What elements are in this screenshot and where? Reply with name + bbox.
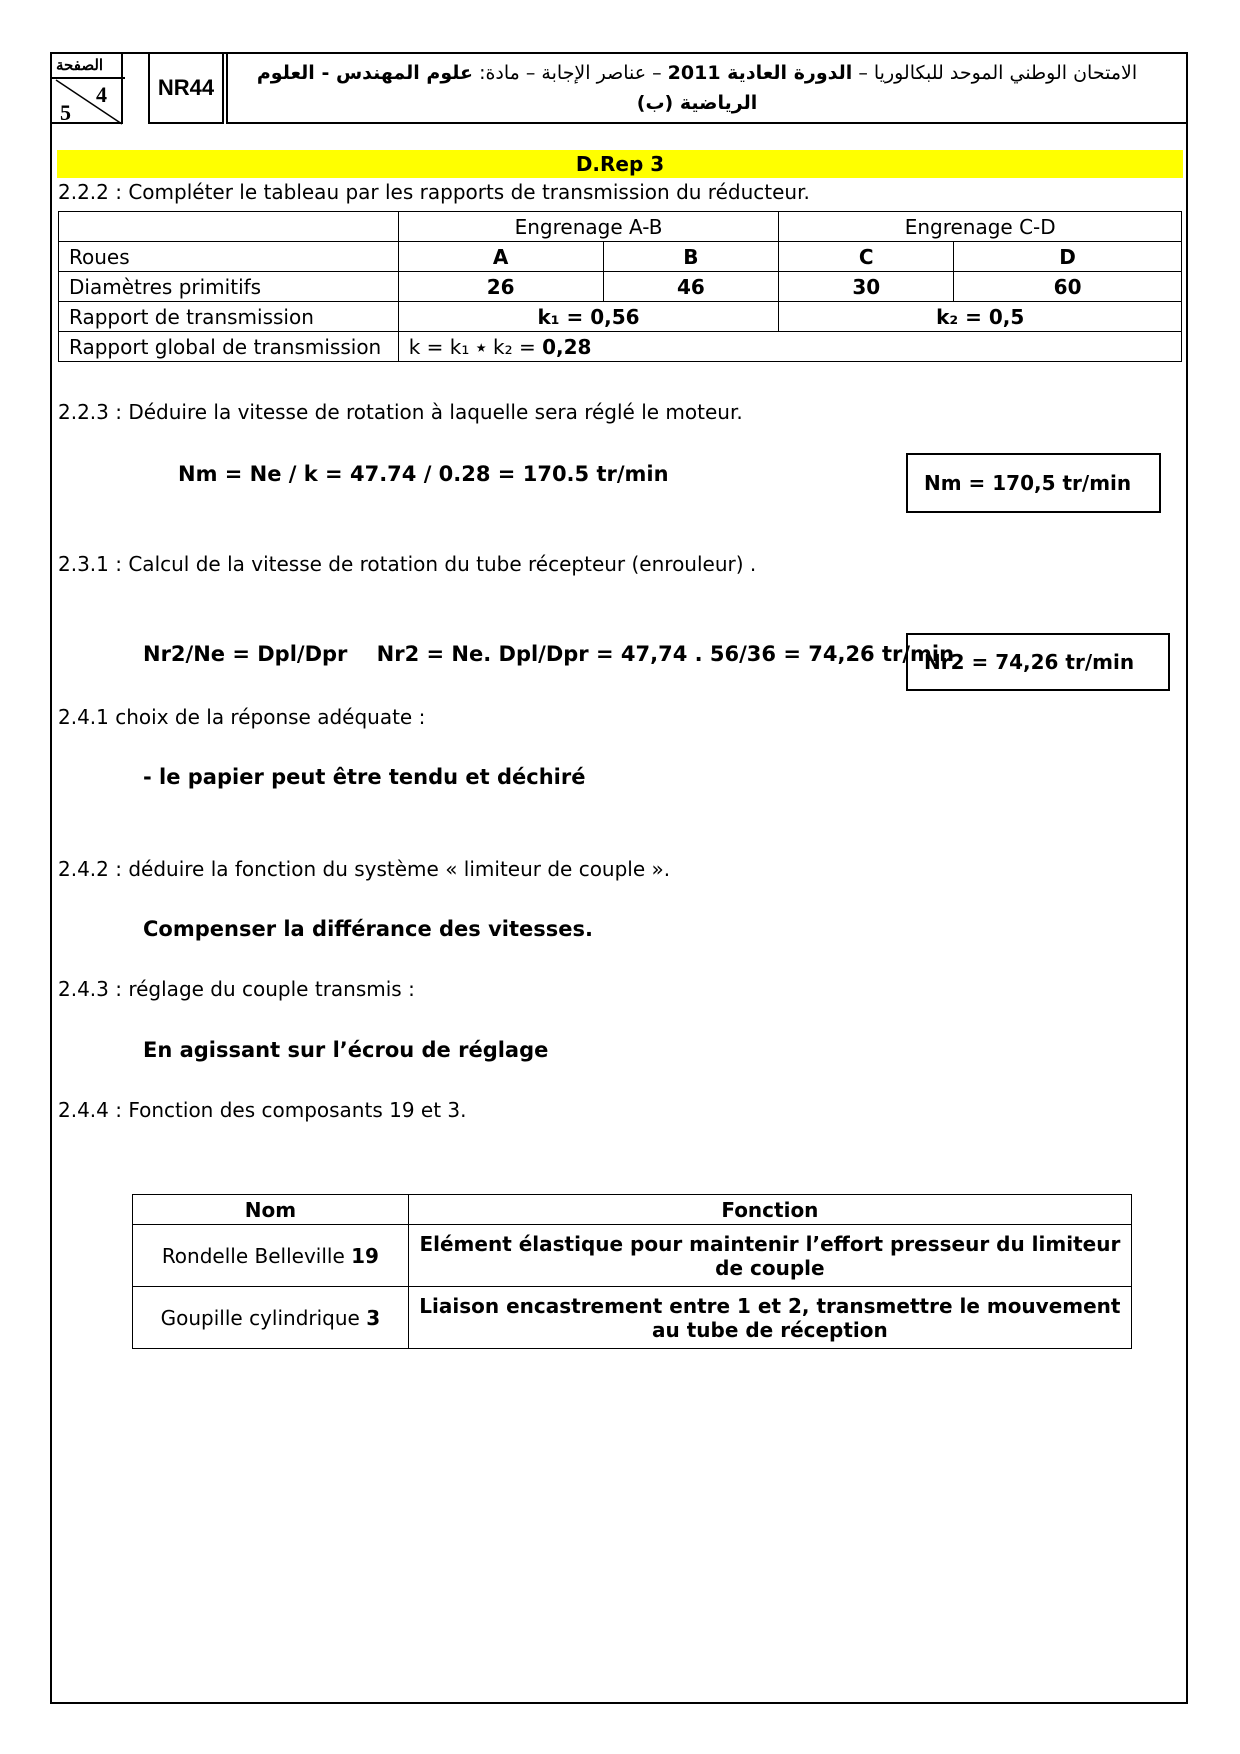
wheel-cell: C — [779, 242, 954, 272]
table-row — [133, 1225, 1132, 1287]
wheel-cell: D — [954, 242, 1182, 272]
table-row — [59, 242, 1182, 272]
component-name-text: Rondelle Belleville — [161, 1243, 345, 1268]
column-header: Nom — [133, 1195, 409, 1225]
k-global-cell — [398, 332, 1181, 362]
result-nr2: Nr2 = 74,26 tr/min — [906, 633, 1170, 691]
answer-241: - le papier peut être tendu et déchiré — [143, 765, 586, 789]
group-header: Engrenage A-B — [398, 212, 779, 242]
question-222: 2.2.2 : Compléter le tableau par les rapports de transmission du réducteur. — [58, 180, 810, 204]
k-value: 0,28 — [542, 334, 592, 359]
component-name-text: Goupille cylindrique — [160, 1305, 360, 1330]
exam-title — [226, 52, 1188, 124]
page-current: 4 — [96, 82, 107, 107]
component-name — [133, 1225, 409, 1287]
row-label: Rapport global de transmission — [59, 332, 399, 362]
diameter-cell: 46 — [603, 272, 779, 302]
formula-nr2: Nr2/Ne = Dpl/Dpr Nr2 = Ne. Dpl/Dpr = 47,74 . 56/36 = 74,26 tr/min — [143, 642, 955, 666]
diameter-cell: 30 — [779, 272, 954, 302]
title-part2: الدورة العادية 2011 — [667, 62, 853, 84]
k2-cell: k₂ = 0,5 — [779, 302, 1182, 332]
wheel-cell: A — [398, 242, 603, 272]
table-row — [59, 302, 1182, 332]
page-number-box — [50, 52, 123, 124]
column-header: Fonction — [408, 1195, 1131, 1225]
question-231: 2.3.1 : Calcul de la vitesse de rotation du tube récepteur (enrouleur) . — [58, 552, 757, 576]
title-part1: الامتحان الوطني الموحد للبكالوريا – — [858, 62, 1138, 84]
question-244: 2.4.4 : Fonction des composants 19 et 3. — [58, 1098, 467, 1122]
row-label: Rapport de transmission — [59, 302, 399, 332]
row-label: Diamètres primitifs — [59, 272, 399, 302]
question-223: 2.2.3 : Déduire la vitesse de rotation à laquelle sera réglé le moteur. — [58, 400, 743, 424]
k1-cell: k₁ = 0,56 — [398, 302, 779, 332]
table-row — [133, 1287, 1132, 1349]
group-header: Engrenage C-D — [779, 212, 1182, 242]
diameter-cell: 26 — [398, 272, 603, 302]
title-part3: – عناصر الإجابة – مادة: — [479, 62, 662, 84]
table-row — [59, 212, 1182, 242]
component-name — [133, 1287, 409, 1349]
exam-code: NR44 — [148, 52, 224, 124]
component-function: Liaison encastrement entre 1 et 2, transmettre le mouvement au tube de réception — [408, 1287, 1131, 1349]
transmission-table — [58, 211, 1182, 362]
question-243: 2.4.3 : réglage du couple transmis : — [58, 977, 415, 1001]
section-title: D.Rep 3 — [57, 150, 1183, 178]
table-row — [133, 1195, 1132, 1225]
wheel-cell: B — [603, 242, 779, 272]
row-label: Roues — [59, 242, 399, 272]
question-242: 2.4.2 : déduire la fonction du système « limiteur de couple ». — [58, 857, 671, 881]
formula-nm: Nm = Ne / k = 47.74 / 0.28 = 170.5 tr/min — [178, 462, 669, 486]
page-total: 5 — [60, 100, 71, 125]
component-number: 19 — [351, 1243, 379, 1268]
k-formula: k = k₁ ٭ k₂ = — [408, 334, 536, 359]
result-nm: Nm = 170,5 tr/min — [906, 453, 1161, 513]
components-table — [132, 1194, 1132, 1349]
title-part4: علوم المهندس - العلوم الرياضية (ب) — [256, 62, 758, 114]
table-row — [59, 272, 1182, 302]
page-label: الصفحة — [56, 56, 104, 74]
question-241: 2.4.1 choix de la réponse adéquate : — [58, 705, 426, 729]
answer-243: En agissant sur l’écrou de réglage — [143, 1038, 549, 1062]
table-row — [59, 332, 1182, 362]
answer-242: Compenser la différance des vitesses. — [143, 917, 593, 941]
component-number: 3 — [366, 1305, 381, 1330]
component-function: Elément élastique pour maintenir l’effort presseur du limiteur de couple — [408, 1225, 1131, 1287]
diameter-cell: 60 — [954, 272, 1182, 302]
